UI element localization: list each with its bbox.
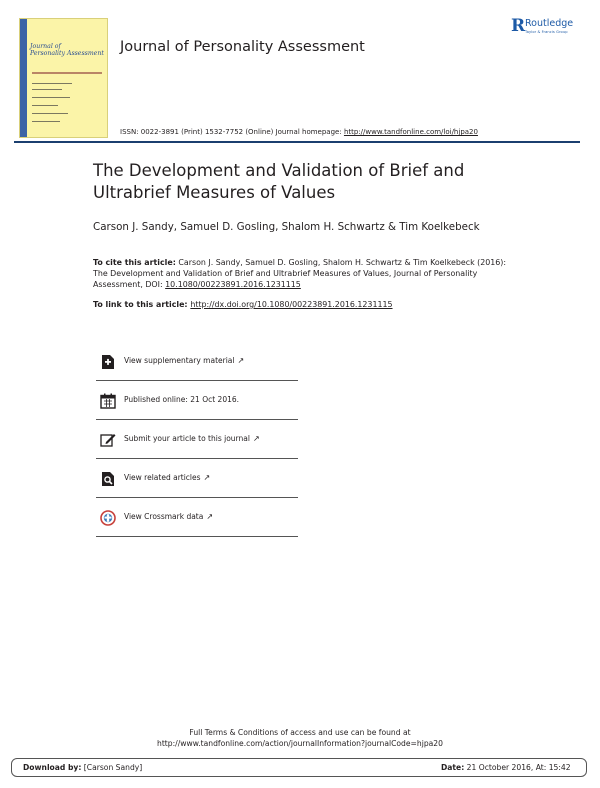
citation-block xyxy=(93,257,513,290)
doi-link[interactable]: 10.1080/00223891.2016.1231115 xyxy=(165,280,301,289)
action-label: View supplementary material xyxy=(124,356,235,365)
downloaded-by xyxy=(23,763,142,772)
issn-text: ISSN: 0022-3891 (Print) 1532-7752 (Online) Journal homepage: xyxy=(120,128,344,136)
article-authors: Carson J. Sandy, Samuel D. Gosling, Shalom H. Schwartz & Tim Koelkebeck xyxy=(93,221,480,233)
plus-document-icon xyxy=(100,354,116,370)
view-related-articles-item[interactable] xyxy=(96,459,298,498)
download-info-bar xyxy=(11,758,587,777)
view-supplementary-material-item[interactable] xyxy=(96,342,298,381)
action-label: View Crossmark data xyxy=(124,512,204,521)
terms-note xyxy=(0,727,600,749)
journal-cover-thumbnail xyxy=(19,18,108,138)
terms-url-link[interactable]: http://www.tandfonline.com/action/journalInformation?journalCode=hjpa20 xyxy=(157,739,443,748)
cover-line xyxy=(32,83,72,84)
journal-homepage-link[interactable]: http://www.tandfonline.com/loi/hjpa20 xyxy=(343,128,478,136)
external-link-icon: ↗ xyxy=(237,356,245,365)
cover-line xyxy=(32,89,62,90)
cover-bar xyxy=(32,72,102,74)
external-link-icon: ↗ xyxy=(203,473,211,482)
crossmark-icon xyxy=(100,510,116,526)
date-value: 21 October 2016, At: 15:42 xyxy=(464,763,571,772)
date-label: Date: xyxy=(441,763,465,772)
action-label: View related articles xyxy=(124,473,201,482)
download-date xyxy=(441,763,571,772)
external-link-icon: ↗ xyxy=(252,434,260,443)
link-line xyxy=(93,300,393,309)
external-link-icon: ↗ xyxy=(206,512,214,521)
link-label: To link to this article: xyxy=(93,300,191,309)
downloaded-value: [Carson Sandy] xyxy=(81,763,143,772)
cover-line xyxy=(32,97,70,98)
header-rule xyxy=(14,141,580,143)
calendar-icon xyxy=(100,393,116,409)
cover-title: Journal of Personality Assessment xyxy=(30,43,104,57)
search-document-icon xyxy=(100,471,116,487)
cite-label: To cite this article: xyxy=(93,258,176,267)
published-online-item xyxy=(96,381,298,420)
cover-line xyxy=(32,105,58,106)
routledge-r-icon: R xyxy=(511,16,526,36)
routledge-logo xyxy=(511,17,585,39)
cover-spine xyxy=(20,19,27,137)
view-crossmark-item[interactable] xyxy=(96,498,298,537)
logo-name: Routledge xyxy=(525,18,574,29)
logo-subtitle: Taylor & Francis Group xyxy=(525,30,568,34)
downloaded-label: Download by: xyxy=(23,763,82,772)
issn-line xyxy=(120,128,478,136)
action-label: Submit your article to this journal xyxy=(124,434,250,443)
pencil-edit-icon xyxy=(100,432,116,448)
cover-line xyxy=(32,121,60,122)
cite-text: Carson J. Sandy, Samuel D. Gosling, Shalom H. Schwartz & Tim Koelkebeck (2016): The Development and Validation of Brief and Ultrabrief Measures of Values, Journal of Personality Assessment, DOI: xyxy=(93,258,507,289)
article-title: The Development and Validation of Brief and Ultrabrief Measures of Values xyxy=(93,161,465,202)
article-url-link[interactable]: http://dx.doi.org/10.1080/00223891.2016.1231115 xyxy=(190,300,393,309)
submit-article-item[interactable] xyxy=(96,420,298,459)
journal-name: Journal of Personality Assessment xyxy=(120,39,365,55)
terms-line: Full Terms & Conditions of access and use can be found at xyxy=(189,728,411,737)
cover-line xyxy=(32,113,68,114)
action-label: Published online: 21 Oct 2016. xyxy=(124,395,240,404)
